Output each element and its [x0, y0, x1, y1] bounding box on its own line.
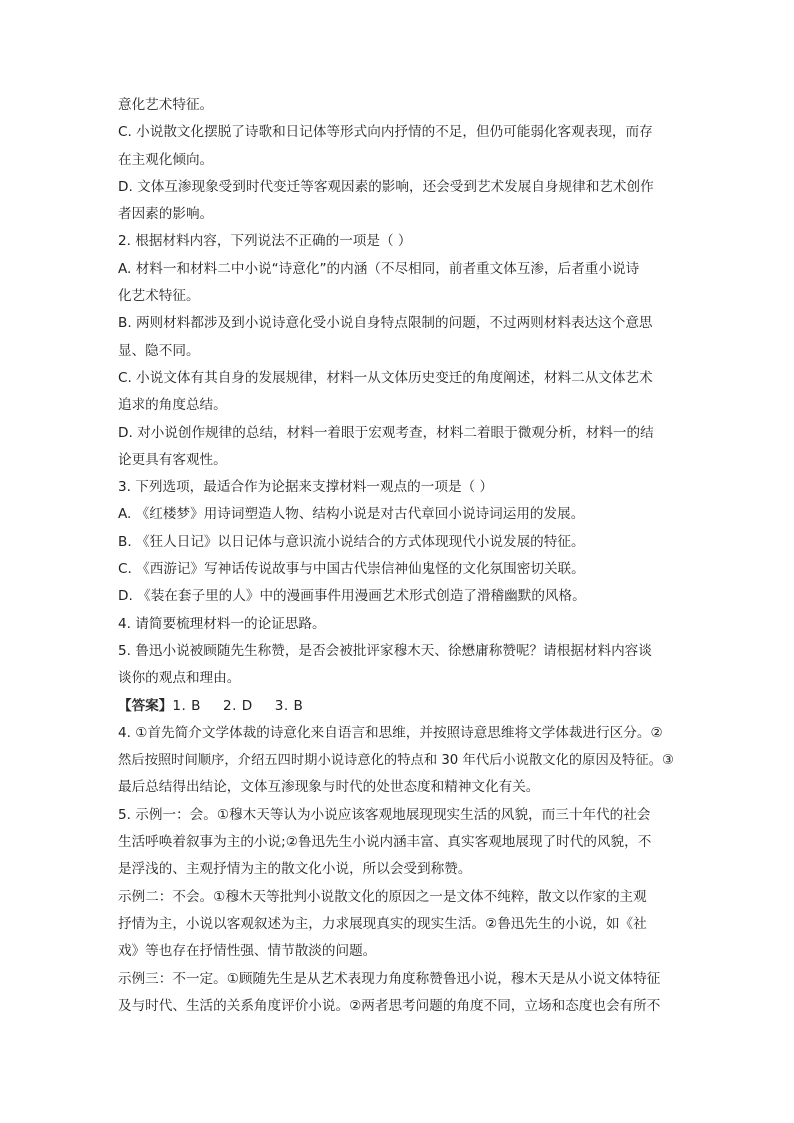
text-line: 谈你的观点和理由。: [118, 670, 241, 687]
option-c-line: C. 小说文体有其自身的发展规律，材料一从文体历史变迁的角度阐述，材料二从文体艺术: [118, 369, 653, 386]
text-line: 论更具有客观性。: [118, 451, 227, 468]
question-3: 3. 下列选项，最适合作为论据来支撑材料一观点的一项是（ ）: [118, 479, 494, 496]
text-line: 戏》等也存在抒情性强、情节散淡的问题。: [118, 943, 377, 960]
text-line: 追求的角度总结。: [118, 397, 227, 414]
answer-q3: 3. B: [274, 697, 304, 714]
text-line: 及与时代、生活的关系角度评价小说。②两者思考问题的角度不同，立场和态度也会有所不: [118, 997, 661, 1014]
option-d-line: D. 文体互渗现象受到时代变迁等客观因素的影响，还会受到艺术发展自身规律和艺术创作: [118, 178, 654, 195]
text-line: 是浮浅的、主观抒情为主的散文化小说，所以会受到称赞。: [118, 861, 472, 878]
document-body: [118, 92, 688, 1020]
text-line: 生活呼唤着叙事为主的小说;②鲁迅先生小说内涵丰富、真实客观地展现了时代的风貌，不: [118, 834, 652, 851]
option-d-line: D. 对小说创作规律的总结，材料一着眼于宏观考查，材料二着眼于微观分析，材料一的结: [118, 424, 654, 441]
text-line: 意化艺术特征。: [118, 97, 214, 113]
answer-q2: 2. D: [223, 697, 253, 714]
text-line: 抒情为主，小说以客观叙述为主，力求展现真实的现实生活。②鲁迅先生的小说，如《社: [118, 915, 647, 932]
text-line: 最后总结得出结论，文体互渗现象与时代的处世态度和精神文化有关。: [118, 779, 540, 796]
option-d-line: D. 《装在套子里的人》中的漫画事件用漫画艺术形式创造了滑稽幽默的风格。: [118, 588, 586, 605]
answer-line: [118, 693, 688, 720]
option-b-line: B. 《狂人日记》以日记体与意识流小说结合的方式体现现代小说发展的特征。: [118, 533, 585, 550]
answer-tag: 【答案】: [118, 697, 173, 714]
answer-4-line: 4. ①首先简介文学体裁的诗意化来自语言和思维，并按照诗意思维将文学体裁进行区分。②: [118, 724, 663, 741]
option-c-line: C. 《西游记》写神话传说故事与中国古代崇信神仙鬼怪的文化氛围密切关联。: [118, 561, 585, 578]
text-line: 化艺术特征。: [118, 288, 200, 305]
text-line: 在主观化倾向。: [118, 151, 214, 168]
option-a-line: A. 《红楼梦》用诗词塑造人物、结构小说是对古代章回小说诗词运用的发展。: [118, 506, 585, 523]
example-3-line: 示例三：不一定。①顾随先生是从艺术表现力角度称赞鲁迅小说，穆木天是从小说文体特征: [118, 970, 661, 987]
example-2-line: 示例二：不会。①穆木天等批判小说散文化的原因之一是文体不纯粹，散文以作家的主观: [118, 888, 647, 905]
question-5: 5. 鲁迅小说被顾随先生称赞，是否会被批评家穆木天、徐懋庸称赞呢？请根据材料内容谈: [118, 642, 652, 659]
question-2: 2. 根据材料内容，下列说法不正确的一项是（ ）: [118, 233, 412, 250]
text-line: 显、隐不同。: [118, 342, 200, 359]
option-c-line: C. 小说散文化摆脱了诗歌和日记体等形式向内抒情的不足，但仍可能弱化客观表现，而存: [118, 124, 653, 141]
text-line: 然后按照时间顺序，介绍五四时期小说诗意化的特点和 30 年代后小说散文化的原因及特征。③: [118, 753, 674, 769]
text-line: 者因素的影响。: [118, 206, 214, 223]
answer-q1: 1. B: [172, 697, 201, 714]
answer-5-line: 5. 示例一：会。①穆木天等认为小说应该客观地展现现实生活的风貌，而三十年代的社会: [118, 806, 651, 823]
option-a-line: A. 材料一和材料二中小说“诗意化”的内涵（不尽相同，前者重文体互渗，后者重小说诗: [118, 260, 640, 277]
option-b-line: B. 两则材料都涉及到小说诗意化受小说自身特点限制的问题，不过两则材料表达这个意思: [118, 315, 653, 332]
question-4: 4. 请简要梳理材料一的论证思路。: [118, 615, 326, 632]
